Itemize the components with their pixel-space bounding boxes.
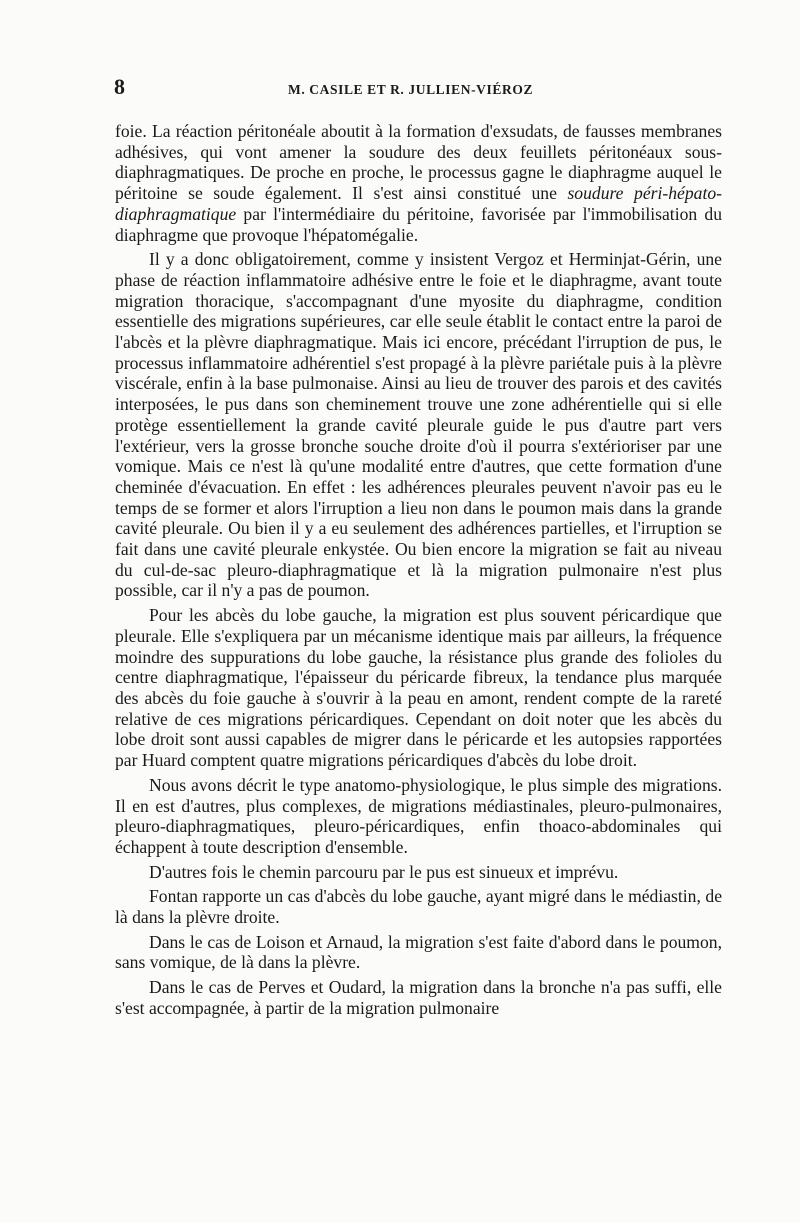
paragraph-1-text: foie. La réaction péritonéale aboutit à la formation d'exsudats, de fausses membranes adhésives, qui vont amener la soudure des deux feuillets péritonéaux sous-diaphragmatiques. De proche en proche, le processus gagne le diaphragme auquel le péritoine se soude également. Il s'est ainsi constitué une	[115, 121, 722, 204]
paragraph-4: Nous avons décrit le type anatomo-physiologique, le plus simple des migrations. Il en est d'autres, plus complexes, de migrations médiastinales, pleuro-pulmonaires, pleuro-diaphragmatiques, pleuro-péricardiques, enfin thoaco-abdominales qui échappent à toute description d'ensemble.	[115, 774, 722, 857]
paragraph-8: Dans le cas de Perves et Oudard, la migration dans la bronche n'a pas suffi, elle s'est accompagnée, à partir de la migration pulmonaire	[115, 977, 722, 1018]
paragraph-7: Dans le cas de Loison et Arnaud, la migration s'est faite d'abord dans le poumon, sans vomique, de là dans la plèvre.	[115, 931, 722, 973]
running-title: M. CASILE ET R. JULLIEN-VIÉROZ	[288, 82, 534, 97]
running-header	[112, 74, 722, 104]
italic-term: soudure péri-hépato-diaphragmatique	[115, 183, 722, 224]
body-text	[115, 121, 722, 1019]
paragraph-2: Il y a donc obligatoirement, comme y insistent Vergoz et Herminjat-Gérin, une phase de réaction inflammatoire adhésive entre le foie et le diaphragme, avant toute migration thoracique, s'accompagnant d'une myosite du diaphragme, condition essentielle des migrations supérieures, car elle seule établit le contact entre la paroi de l'abcès et la plèvre diaphragmatique. Mais ici encore, précédant l'irruption de pus, le processus inflammatoire adhérentiel s'est propagé à la plèvre pariétale puis à la plèvre viscérale, enfin à la base pulmonaise. Ainsi au lieu de trouver des parois et des cavités interposées, le pus dans son cheminement trouve une zone adhérentielle qui si elle protège essentiellement la grande cavité pleurale guide le pus d'autre part vers l'extérieur, vers la grosse bronche souche droite d'où il pourra s'extérioriser par une vomique. Mais ce n'est là qu'une modalité entre d'autres, que cette formation d'une cheminée d'évacuation. En effet : les adhérences pleurales peuvent n'avoir pas eu le temps de se former et alors l'irruption a lieu non dans le poumon mais dans la grande cavité pleurale. Ou bien il y a eu seulement des adhérences partielles, et l'irruption se fait dans une cavité pleurale enkystée. Ou bien encore la migration se fait au niveau du cul-de-sac pleuro-diaphragmatique et là la migration pulmonaire n'est plus possible, car il n'y a pas de poumon.	[115, 249, 722, 601]
paragraph-6: Fontan rapporte un cas d'abcès du lobe gauche, ayant migré dans le médiastin, de là dans la plèvre droite.	[115, 886, 722, 928]
paragraph-1	[115, 121, 722, 245]
paragraph-1-text-end: par l'intermédiaire du péritoine, favorisée par l'immobilisation du diaphragme que provoque l'hépatomégalie.	[115, 203, 722, 245]
paragraph-5: D'autres fois le chemin parcouru par le pus est sinueux et imprévu.	[149, 861, 619, 882]
page-number: 8	[114, 74, 125, 99]
paragraph-3: Pour les abcès du lobe gauche, la migration est plus souvent péricardique que pleurale. Elle s'expliquera par un mécanisme identique mais par ailleurs, la fréquence moindre des suppurations du lobe gauche, la résistance plus grande des folioles du centre diaphragmatique, l'épaisseur du péricarde fibreux, la tendance plus marquée des abcès du foie gauche à s'ouvrir à la peau en amont, rendent compte de la rareté relative de ces migrations péricardiques. Cependant on doit noter que les abcès du lobe droit sont aussi capables de migrer dans le péricarde et les autopsies rapportées par Huard comptent quatre migrations péricardiques d'abcès du lobe droit.	[115, 605, 722, 771]
